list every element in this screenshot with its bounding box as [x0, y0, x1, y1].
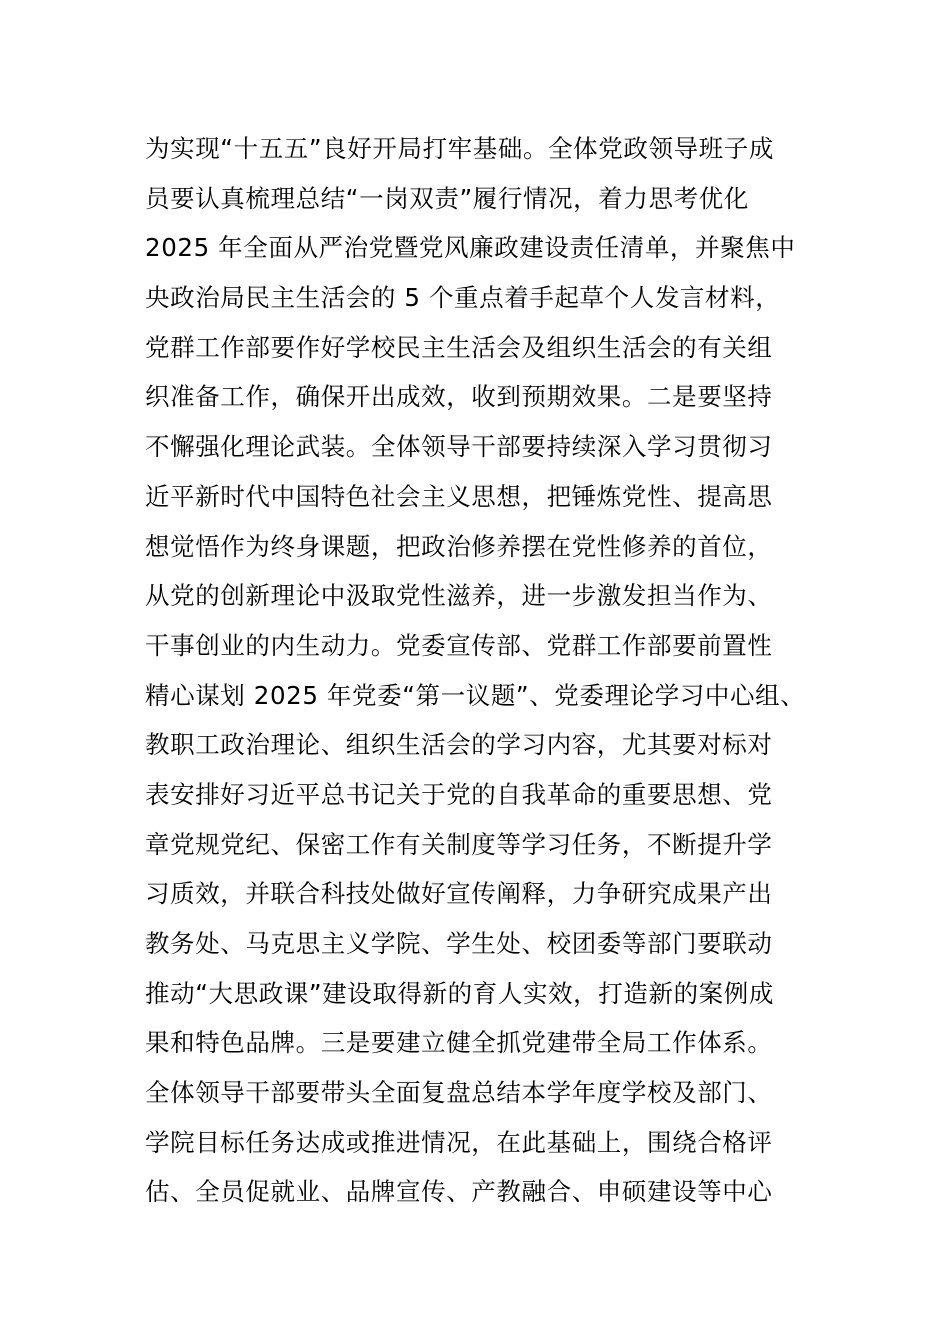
text-line: 党群工作部要作好学校民主生活会及组织生活会的有关组	[145, 332, 773, 362]
text-line: 精心谋划 2025 年党委“第一议题”、党委理论学习中心组、	[145, 680, 806, 710]
text-line: 为实现“十五五”良好开局打牢基础。全体党政领导班子成	[145, 134, 774, 163]
text-line: 织准备工作，确保开出成效，收到预期效果。二是要坚持	[145, 382, 773, 412]
text-line: 从党的创新理论中汲取党性滋养，进一步激发担当作为、	[145, 581, 773, 611]
text-line: 估、全员促就业、品牌宣传、产教融合、申硕建设等中心	[145, 1177, 773, 1207]
text-line: 不懈强化理论武装。全体领导干部要持续深入学习贯彻习	[145, 432, 773, 462]
text-line: 学院目标任务达成或推进情况，在此基础上，围绕合格评	[145, 1127, 773, 1157]
text-line: 干事创业的内生动力。党委宣传部、党群工作部要前置性	[145, 630, 773, 660]
text-line: 近平新时代中国特色社会主义思想，把锤炼党性、提高思	[145, 481, 773, 511]
text-line: 想觉悟作为终身课题，把政治修养摆在党性修养的首位，	[145, 531, 773, 561]
text-line: 习质效，并联合科技处做好宣传阐释，力争研究成果产出	[145, 879, 773, 909]
text-line: 央政治局民主生活会的 5 个重点着手起草个人发言材料，	[145, 283, 781, 313]
text-line: 果和特色品牌。三是要建立健全抓党建带全局工作体系。	[145, 1028, 773, 1058]
body-paragraph	[145, 124, 865, 1217]
text-line: 章党规党纪、保密工作有关制度等学习任务，不断提升学	[145, 829, 773, 859]
text-line: 2025 年全面从严治党暨党风廉政建设责任清单，并聚焦中	[145, 233, 796, 263]
text-line: 推动“大思政课”建设取得新的育人实效，打造新的案例成	[145, 978, 774, 1008]
text-line: 全体领导干部要带头全面复盘总结本学年度学校及部门、	[145, 1078, 773, 1108]
text-line: 员要认真梳理总结“一岗双责”履行情况，着力思考优化	[145, 183, 749, 213]
text-line: 教务处、马克思主义学院、学生处、校团委等部门要联动	[145, 929, 773, 958]
text-line: 表安排好习近平总书记关于党的自我革命的重要思想、党	[145, 779, 773, 809]
text-line: 教职工政治理论、组织生活会的学习内容，尤其要对标对	[145, 730, 773, 760]
